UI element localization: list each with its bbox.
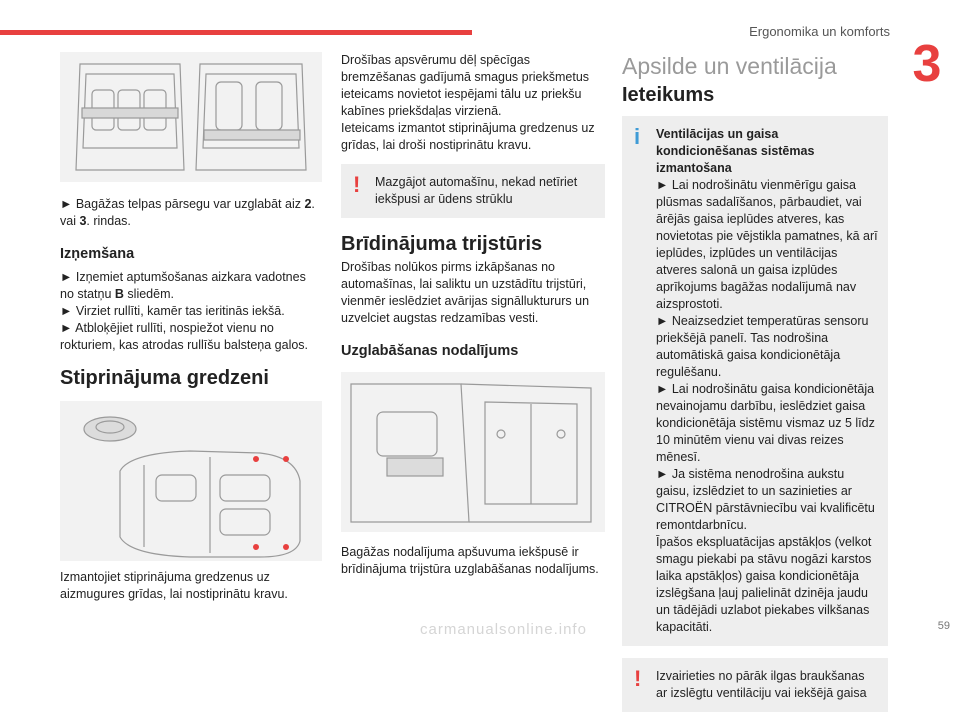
column-middle bbox=[341, 52, 605, 578]
storage-figure bbox=[341, 372, 605, 532]
header-accent-bar bbox=[0, 30, 472, 35]
storage-caption: Bagāžas nodalījuma apšuvuma iekšpusē ir brīdinājuma trijstūra uzglabāšanas nodalījums. bbox=[341, 545, 599, 576]
removal-step-3: ► Atbloķējiet rullīti, nospiežot vienu no rokturiem, kas atrodas rullīšu balsteņa galos. bbox=[60, 321, 309, 352]
chapter-number: 3 bbox=[912, 35, 942, 93]
rings-advice-text: Ieteicams izmantot stiprinājuma gredzenus uz grīdas, lai droši nostiprinātu kravu. bbox=[341, 121, 595, 152]
info-paragraph-4: ► Ja sistēma nenodrošina aukstu gaisu, izslēdziet to un sazinieties ar CITROËN pārstāvniecību vai kvalificētu remontdarbnīcu. bbox=[656, 467, 875, 532]
warning-icon: ! bbox=[634, 666, 642, 691]
anchor-rings-illustration bbox=[60, 401, 322, 561]
removal-step-2: ► Virziet rullīti, kamēr tas ieritinās iekšā. bbox=[60, 304, 285, 318]
info-paragraph-1: ► Lai nodrošinātu vienmērīgu gaisa plūsmas sadalīšanos, pārbaudiet, vai ārējās gaisa ieplūdes atveres, kas novietotas pie vējstikla pamatnes, kā arī ieplūdes, izplūdes un ventilācijas atveres salonā un gaisa izplūdes aprīkojums bagāžas nodalījumā nav aizsprostoti. bbox=[656, 178, 878, 311]
trunk-cover-text: ► Bagāžas telpas pārsegu var uzglabāt aiz 2. vai 3. rindas. bbox=[60, 197, 315, 228]
triangle-text: Drošības nolūkos pirms izkāpšanas no automašīnas, lai saliktu un uzstādītu trijstūri, vienmēr ieslēdziet avārijas signālluktururs un uzvelciet augstas redzamības vesti. bbox=[341, 260, 590, 325]
heating-title: Apsilde un ventilācija bbox=[622, 53, 837, 79]
ring-marker bbox=[253, 544, 259, 550]
rings-caption: Izmantojiet stiprinājuma gredzenus uz aizmugures grīdas, lai nostiprinātu kravu. bbox=[60, 570, 288, 601]
warning-box-wash bbox=[341, 164, 605, 218]
column-right bbox=[622, 52, 888, 712]
rings-figure bbox=[60, 401, 322, 561]
info-box-ventilation bbox=[622, 116, 888, 646]
trunk-cover-figure bbox=[60, 52, 322, 182]
heavy-objects-text: Drošības apsvērumu dēļ spēcīgas bremzēšanas gadījumā smagus priekšmetus ieteicams novietot iespējami tālu uz priekšu kabīnes priekšdaļas virzienā. bbox=[341, 53, 590, 118]
trunk-storage-illustration bbox=[341, 372, 605, 532]
info-paragraph-3: ► Lai nodrošinātu gaisa kondicionētāja nevainojamu darbību, ieslēdziet gaisa kondicionētāja sistēmu vismaz uz 5 līdz 10 minūtēm vienu vai divas reizes mēnesī. bbox=[656, 382, 875, 464]
info-icon: i bbox=[634, 124, 641, 149]
warning-box-ventilation bbox=[622, 658, 888, 712]
warning-icon: ! bbox=[353, 172, 361, 197]
section-title: Ergonomika un komforts bbox=[749, 24, 890, 39]
triangle-heading: Brīdinājuma trijstūris bbox=[341, 233, 543, 255]
storage-heading: Uzglabāšanas nodalījums bbox=[341, 343, 519, 359]
warning-wash-text: Mazgājot automašīnu, nekad netīriet iekšpusi ar ūdens strūklu bbox=[375, 175, 578, 206]
warning-ventilation-text: Izvairieties no pārāk ilgas braukšanas ar izslēgtu ventilāciju vai iekšējā gaisa bbox=[656, 669, 867, 700]
rings-heading: Stiprinājuma gredzeni bbox=[60, 367, 269, 389]
advice-heading: Ieteikums bbox=[622, 84, 715, 106]
info-title: Ventilācijas un gaisa kondicionēšanas sistēmas izmantošana bbox=[656, 127, 815, 175]
ring-marker bbox=[283, 544, 289, 550]
watermark: carmanualsonline.info bbox=[420, 621, 587, 638]
column-left bbox=[60, 52, 322, 603]
info-paragraph-2: ► Neaizsedziet temperatūras sensoru priekšējā panelī. Tas nodrošina automātiskā gaisa kondicionētāja regulēšanu. bbox=[656, 314, 869, 379]
removal-step-1: ► Izņemiet aptumšošanas aizkara vadotnes no statņu B sliedēm. bbox=[60, 270, 306, 301]
page-number: 59 bbox=[937, 620, 950, 632]
trunk-interior-illustration bbox=[60, 52, 322, 182]
info-paragraph-5: Īpašos ekspluatācijas apstākļos (velkot smagu piekabi pa stāvu nogāzi karstos laika apstākļos) gaisa kondicionētāja izslēgšana ļauj palielināt dzinēja jaudu un tādējādi uzlabot piekabes vilkšanas kapacitāti. bbox=[656, 535, 872, 634]
removal-heading: Izņemšana bbox=[60, 246, 135, 262]
ring-marker bbox=[283, 456, 289, 462]
ring-marker bbox=[253, 456, 259, 462]
